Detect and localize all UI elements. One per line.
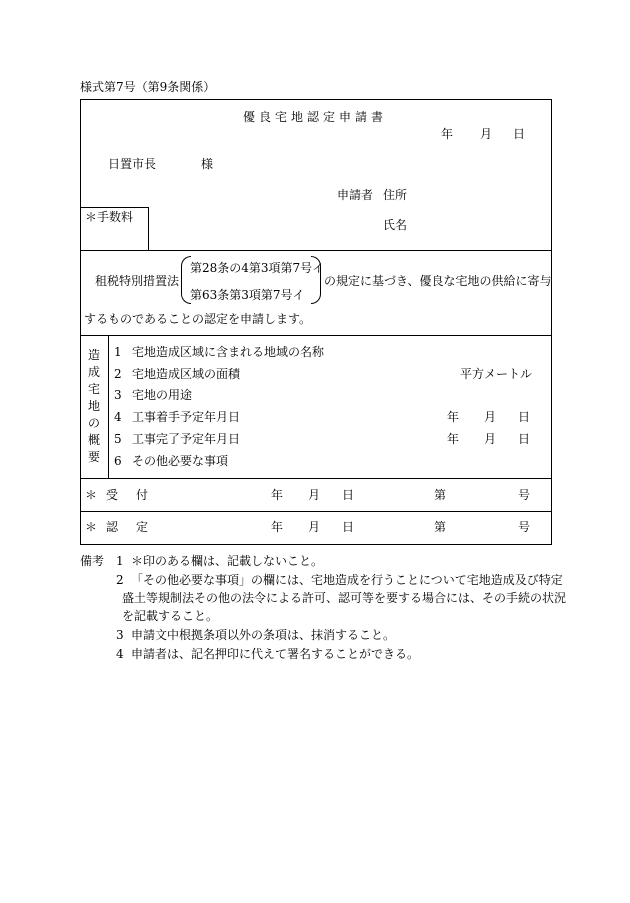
overview-item-3-num: 3: [114, 388, 122, 402]
overview-item-2-num: 2: [114, 367, 122, 381]
note-1-num: 1: [116, 554, 124, 568]
right-bracket: [311, 256, 321, 304]
overview-item-6-text: その他必要な事項: [132, 454, 229, 468]
overview-item-5-day: 日: [518, 432, 531, 446]
overview-item-1-num: 1: [114, 345, 122, 359]
certification-month: 月: [308, 520, 321, 534]
note-2-line-3: を記載すること。: [122, 609, 219, 623]
reception-label: 受付: [106, 488, 167, 502]
fee-box-right-line: [148, 207, 149, 250]
certification-year: 年: [271, 520, 284, 534]
reception-mark: ＊: [85, 488, 98, 502]
law-option-1: 第28条の4第3項第7号イ: [190, 261, 325, 275]
overview-label-char-7: 要: [88, 450, 101, 464]
date-year-label: 年: [441, 127, 454, 141]
law-option-2: 第63条第3項第7号イ: [190, 288, 305, 302]
reception-top-line: [80, 478, 552, 479]
form-number-label: 様式第7号（第9条関係）: [80, 80, 216, 94]
applicant-label: 申請者: [337, 188, 374, 202]
note-1-line-1: ＊印のある欄は、記載しないこと。: [131, 554, 324, 568]
law-name: 租税特別措置法: [95, 274, 180, 288]
note-2-num: 2: [116, 573, 124, 587]
fee-label: ＊手数料: [85, 210, 134, 224]
certification-no-prefix: 第: [434, 520, 447, 534]
overview-label-char-3: 宅: [88, 382, 101, 396]
addressee-name: 日置市長: [108, 157, 157, 171]
reception-year: 年: [271, 488, 284, 502]
reception-day: 日: [342, 488, 355, 502]
overview-item-6-num: 6: [114, 454, 122, 468]
overview-label-divider: [108, 335, 109, 478]
overview-label-char-5: の: [88, 416, 101, 430]
certification-top-line: [80, 511, 552, 512]
law-statement-line2: するものであることの認定を申請します。: [84, 312, 312, 326]
overview-item-2-text: 宅地造成区域の面積: [132, 367, 241, 381]
note-3-num: 3: [116, 628, 124, 642]
addressee-honorific: 様: [201, 157, 214, 171]
header-separator: [80, 250, 552, 251]
overview-item-4-year: 年: [447, 410, 460, 424]
overview-label-char-6: 概: [88, 433, 101, 447]
date-month-label: 月: [480, 127, 493, 141]
overview-item-3-text: 宅地の用途: [132, 388, 193, 402]
date-day-label: 日: [513, 127, 526, 141]
overview-item-4-month: 月: [484, 410, 497, 424]
applicant-address-label: 住所: [383, 188, 408, 202]
overview-item-4-day: 日: [518, 410, 531, 424]
form-title: 優良宅地認定申請書: [243, 110, 388, 124]
overview-item-2-unit: 平方メートル: [460, 367, 533, 381]
overview-item-4-num: 4: [114, 410, 122, 424]
overview-item-5-year: 年: [447, 432, 460, 446]
reception-no-suffix: 号: [518, 488, 531, 502]
note-2-line-2: 盛土等規制法その他の法令による許可、認可等を要する場合には、その手続の状況: [122, 591, 567, 605]
certification-mark: ＊: [85, 520, 98, 534]
overview-label-char-4: 地: [88, 399, 101, 413]
overview-item-5-month: 月: [484, 432, 497, 446]
law-continuation: の規定に基づき、優良な宅地の供給に寄与: [324, 274, 552, 288]
overview-label-char-2: 成: [88, 365, 101, 379]
reception-month: 月: [308, 488, 321, 502]
overview-item-4-text: 工事着手予定年月日: [132, 410, 241, 424]
overview-item-5-text: 工事完了予定年月日: [132, 432, 241, 446]
reception-no-prefix: 第: [434, 488, 447, 502]
note-3-line-1: 申請文中根拠条項以外の条項は、抹消すること。: [131, 628, 396, 642]
fee-box-top-line: [80, 207, 148, 208]
certification-day: 日: [342, 520, 355, 534]
overview-item-5-num: 5: [114, 432, 122, 446]
note-2-line-1: 「その他必要な事項」の欄には、宅地造成を行うことについて宅地造成及び特定: [131, 573, 563, 587]
overview-label-char-1: 造: [88, 348, 101, 362]
overview-separator: [80, 335, 552, 336]
notes-label: 備考: [80, 554, 105, 568]
note-4-num: 4: [116, 647, 124, 661]
overview-item-1-text: 宅地造成区域に含まれる地域の名称: [132, 345, 325, 359]
certification-no-suffix: 号: [518, 520, 531, 534]
note-4-line-1: 申請者は、記名押印に代えて署名することができる。: [131, 647, 420, 661]
applicant-name-label: 氏名: [383, 218, 408, 232]
certification-label: 認定: [106, 520, 167, 534]
